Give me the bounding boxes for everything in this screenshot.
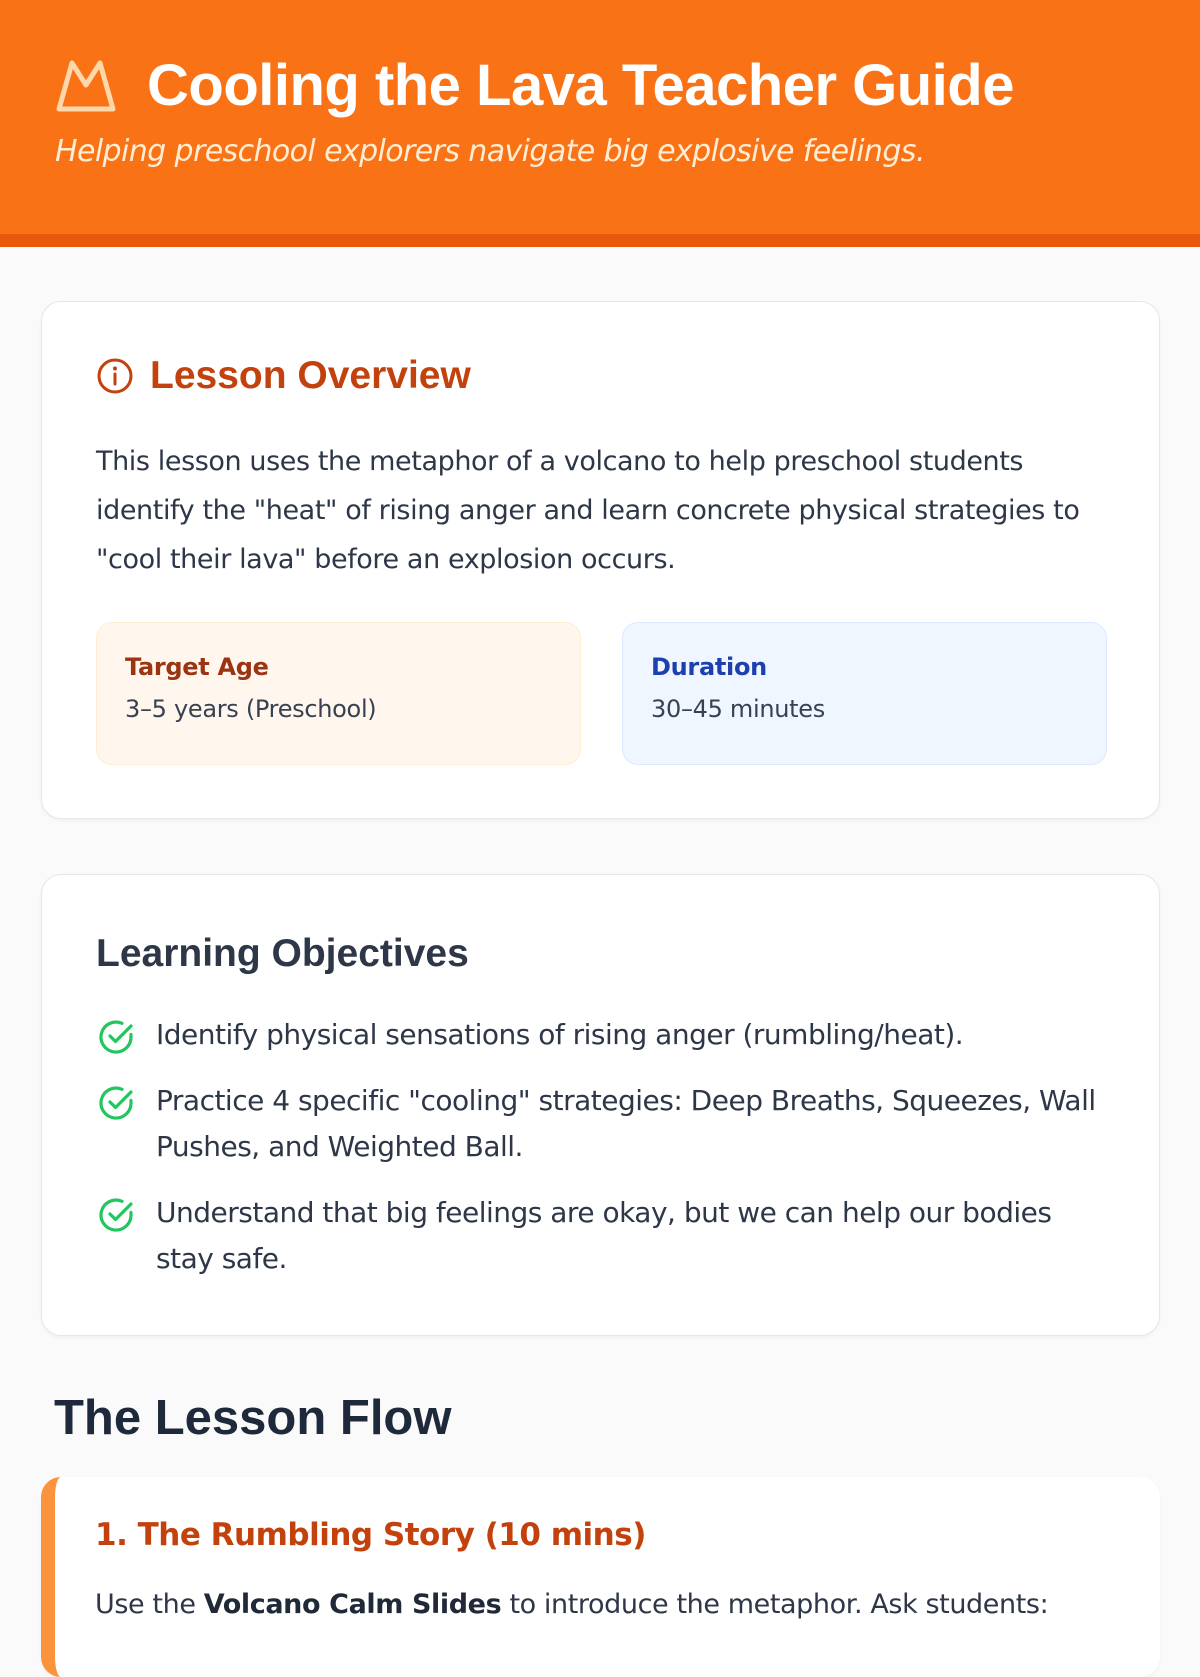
duration-box — [622, 622, 1107, 765]
target-age-value: 3–5 years (Preschool) — [125, 695, 377, 723]
duration-value: 30–45 minutes — [651, 695, 825, 723]
page-header — [0, 0, 1200, 247]
objectives-list — [96, 1012, 1116, 1302]
step-title: 1. The Rumbling Story (10 mins) — [95, 1517, 646, 1553]
page-title: Cooling the Lava Teacher Guide — [147, 53, 1014, 118]
mountain-icon — [55, 55, 117, 117]
header-title-row — [55, 52, 1014, 119]
list-item — [96, 1078, 1116, 1170]
list-item — [96, 1012, 1116, 1058]
step-text — [95, 1582, 1135, 1628]
check-circle-icon — [96, 1017, 136, 1057]
objective-text: Understand that big feelings are okay, but we can help our bodies stay safe. — [156, 1196, 1052, 1275]
target-age-label: Target Age — [125, 653, 269, 681]
objective-text: Identify physical sensations of rising anger (rumbling/heat). — [156, 1018, 964, 1051]
step-text-after: to introduce the metaphor. Ask students: — [509, 1589, 1049, 1620]
objectives-title: Learning Objectives — [96, 932, 469, 975]
slides-reference: Volcano Calm Slides — [203, 1589, 502, 1620]
overview-title: Lesson Overview — [150, 354, 471, 397]
learning-objectives-card — [41, 874, 1160, 1336]
lesson-overview-card — [41, 301, 1160, 819]
objectives-heading — [96, 932, 469, 976]
duration-label: Duration — [651, 653, 767, 681]
check-circle-icon — [96, 1083, 136, 1123]
info-icon — [96, 357, 134, 395]
overview-text: This lesson uses the metaphor of a volcano to help preschool students identify the "heat" of rising anger and learn concrete physical strategies to "cool their lava" before an explosion occurs. — [96, 446, 1080, 575]
lesson-flow-title: The Lesson Flow — [54, 1391, 452, 1445]
overview-heading — [96, 354, 471, 398]
target-age-box — [96, 622, 581, 765]
step-text-before: Use the — [95, 1589, 196, 1620]
list-item — [96, 1190, 1116, 1282]
lesson-step-card — [41, 1477, 1160, 1677]
check-circle-icon — [96, 1195, 136, 1235]
objective-text: Practice 4 specific "cooling" strategies: Deep Breaths, Squeezes, Wall Pushes, and Weighted Ball. — [156, 1084, 1096, 1163]
page-subtitle: Helping preschool explorers navigate big explosive feelings. — [55, 134, 925, 169]
